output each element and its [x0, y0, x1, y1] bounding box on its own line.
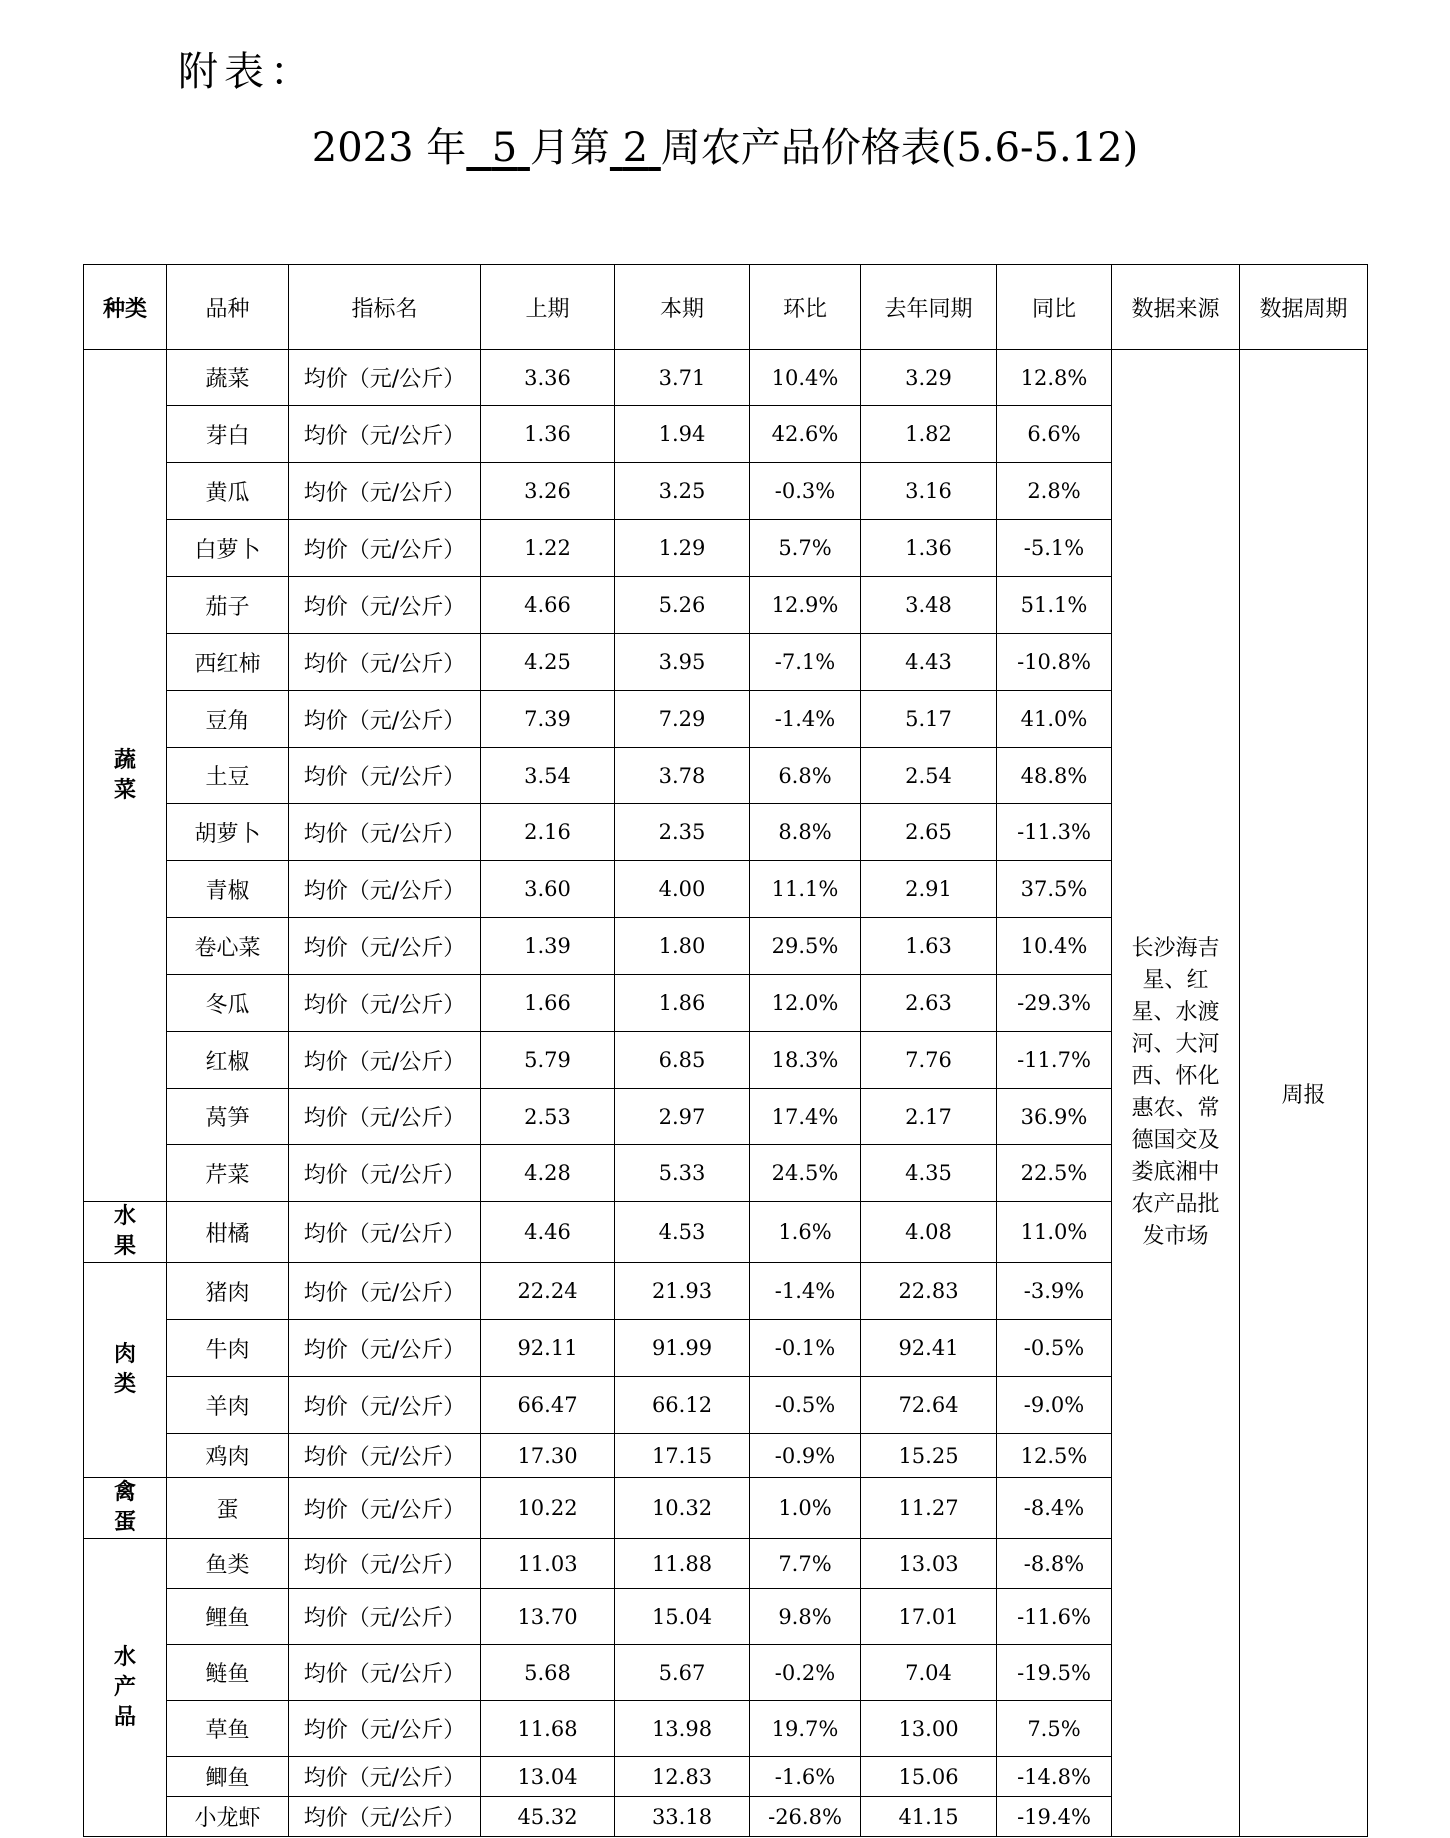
variety-cell: 柑橘	[167, 1202, 289, 1263]
header-period: 数据周期	[1240, 265, 1368, 350]
indicator-cell: 均价（元/公斤）	[289, 1263, 481, 1320]
variety-cell: 鱼类	[167, 1539, 289, 1589]
variety-cell: 芹菜	[167, 1145, 289, 1202]
indicator-cell: 均价（元/公斤）	[289, 1032, 481, 1089]
variety-cell: 冬瓜	[167, 975, 289, 1032]
header-current: 本期	[615, 265, 750, 350]
last-year-cell: 13.03	[861, 1539, 997, 1589]
indicator-cell: 均价（元/公斤）	[289, 406, 481, 463]
category-cell: 肉类	[84, 1263, 167, 1478]
yoy-cell: -8.4%	[997, 1478, 1112, 1539]
variety-cell: 卷心菜	[167, 918, 289, 975]
last-year-cell: 7.76	[861, 1032, 997, 1089]
previous-cell: 92.11	[481, 1320, 615, 1377]
title-rest: 周农产品价格表(5.6-5.12)	[660, 125, 1139, 171]
mom-cell: 1.0%	[750, 1478, 861, 1539]
yoy-cell: -29.3%	[997, 975, 1112, 1032]
current-cell: 3.71	[615, 350, 750, 406]
variety-cell: 小龙虾	[167, 1797, 289, 1837]
header-source: 数据来源	[1112, 265, 1240, 350]
indicator-cell: 均价（元/公斤）	[289, 918, 481, 975]
last-year-cell: 1.82	[861, 406, 997, 463]
variety-cell: 胡萝卜	[167, 804, 289, 861]
last-year-cell: 3.29	[861, 350, 997, 406]
previous-cell: 1.39	[481, 918, 615, 975]
title-month: 5	[491, 125, 518, 171]
variety-cell: 鸡肉	[167, 1434, 289, 1478]
mom-cell: -1.4%	[750, 691, 861, 748]
indicator-cell: 均价（元/公斤）	[289, 1757, 481, 1797]
mom-cell: 8.8%	[750, 804, 861, 861]
previous-cell: 11.03	[481, 1539, 615, 1589]
mom-cell: 12.0%	[750, 975, 861, 1032]
last-year-cell: 3.16	[861, 463, 997, 520]
last-year-cell: 2.63	[861, 975, 997, 1032]
title-year: 2023	[311, 125, 414, 171]
header-row	[84, 265, 1368, 350]
variety-cell: 鲫鱼	[167, 1757, 289, 1797]
indicator-cell: 均价（元/公斤）	[289, 463, 481, 520]
data-source-cell: 长沙海吉星、红星、水渡河、大河西、怀化惠农、常德国交及娄底湘中农产品批发市场	[1112, 350, 1240, 1837]
previous-cell: 3.60	[481, 861, 615, 918]
appendix-label: 附表：	[178, 49, 316, 95]
indicator-cell: 均价（元/公斤）	[289, 975, 481, 1032]
indicator-cell: 均价（元/公斤）	[289, 1589, 481, 1645]
mom-cell: -0.9%	[750, 1434, 861, 1478]
indicator-cell: 均价（元/公斤）	[289, 1377, 481, 1434]
last-year-cell: 3.48	[861, 577, 997, 634]
current-cell: 5.67	[615, 1645, 750, 1701]
yoy-cell: -5.1%	[997, 520, 1112, 577]
last-year-cell: 2.65	[861, 804, 997, 861]
price-table	[83, 264, 1368, 1837]
previous-cell: 1.22	[481, 520, 615, 577]
last-year-cell: 15.06	[861, 1757, 997, 1797]
indicator-cell: 均价（元/公斤）	[289, 1701, 481, 1757]
current-cell: 4.53	[615, 1202, 750, 1263]
yoy-cell: 2.8%	[997, 463, 1112, 520]
indicator-cell: 均价（元/公斤）	[289, 1478, 481, 1539]
mom-cell: 10.4%	[750, 350, 861, 406]
yoy-cell: -10.8%	[997, 634, 1112, 691]
category-cell: 禽蛋	[84, 1478, 167, 1539]
current-cell: 4.00	[615, 861, 750, 918]
variety-cell: 黄瓜	[167, 463, 289, 520]
variety-cell: 西红柿	[167, 634, 289, 691]
indicator-cell: 均价（元/公斤）	[289, 1434, 481, 1478]
indicator-cell: 均价（元/公斤）	[289, 1320, 481, 1377]
yoy-cell: -11.7%	[997, 1032, 1112, 1089]
previous-cell: 1.66	[481, 975, 615, 1032]
variety-cell: 鲤鱼	[167, 1589, 289, 1645]
last-year-cell: 1.36	[861, 520, 997, 577]
current-cell: 1.29	[615, 520, 750, 577]
current-cell: 7.29	[615, 691, 750, 748]
mom-cell: 1.6%	[750, 1202, 861, 1263]
mom-cell: 12.9%	[750, 577, 861, 634]
indicator-cell: 均价（元/公斤）	[289, 748, 481, 804]
last-year-cell: 22.83	[861, 1263, 997, 1320]
yoy-cell: 48.8%	[997, 748, 1112, 804]
mom-cell: 11.1%	[750, 861, 861, 918]
header-yoy: 同比	[997, 265, 1112, 350]
indicator-cell: 均价（元/公斤）	[289, 691, 481, 748]
previous-cell: 22.24	[481, 1263, 615, 1320]
mom-cell: -1.6%	[750, 1757, 861, 1797]
current-cell: 33.18	[615, 1797, 750, 1837]
last-year-cell: 92.41	[861, 1320, 997, 1377]
variety-cell: 芽白	[167, 406, 289, 463]
indicator-cell: 均价（元/公斤）	[289, 520, 481, 577]
previous-cell: 66.47	[481, 1377, 615, 1434]
yoy-cell: -19.4%	[997, 1797, 1112, 1837]
variety-cell: 蛋	[167, 1478, 289, 1539]
mom-cell: -26.8%	[750, 1797, 861, 1837]
previous-cell: 4.66	[481, 577, 615, 634]
variety-cell: 青椒	[167, 861, 289, 918]
previous-cell: 4.25	[481, 634, 615, 691]
last-year-cell: 17.01	[861, 1589, 997, 1645]
indicator-cell: 均价（元/公斤）	[289, 804, 481, 861]
previous-cell: 7.39	[481, 691, 615, 748]
yoy-cell: 41.0%	[997, 691, 1112, 748]
category-cell: 蔬菜	[84, 350, 167, 1202]
last-year-cell: 41.15	[861, 1797, 997, 1837]
current-cell: 6.85	[615, 1032, 750, 1089]
variety-cell: 茄子	[167, 577, 289, 634]
mom-cell: -1.4%	[750, 1263, 861, 1320]
yoy-cell: -8.8%	[997, 1539, 1112, 1589]
yoy-cell: -19.5%	[997, 1645, 1112, 1701]
yoy-cell: -14.8%	[997, 1757, 1112, 1797]
title-year-unit: 年	[426, 125, 467, 171]
current-cell: 2.97	[615, 1089, 750, 1145]
variety-cell: 鲢鱼	[167, 1645, 289, 1701]
current-cell: 1.86	[615, 975, 750, 1032]
previous-cell: 5.68	[481, 1645, 615, 1701]
mom-cell: -0.1%	[750, 1320, 861, 1377]
last-year-cell: 1.63	[861, 918, 997, 975]
previous-cell: 4.46	[481, 1202, 615, 1263]
variety-cell: 莴笋	[167, 1089, 289, 1145]
indicator-cell: 均价（元/公斤）	[289, 350, 481, 406]
yoy-cell: 10.4%	[997, 918, 1112, 975]
yoy-cell: 7.5%	[997, 1701, 1112, 1757]
mom-cell: -0.5%	[750, 1377, 861, 1434]
title-month-unit: 月第	[529, 125, 610, 171]
header-mom: 环比	[750, 265, 861, 350]
previous-cell: 13.04	[481, 1757, 615, 1797]
indicator-cell: 均价（元/公斤）	[289, 634, 481, 691]
title-week: 2	[622, 125, 649, 171]
current-cell: 3.78	[615, 748, 750, 804]
yoy-cell: -11.3%	[997, 804, 1112, 861]
yoy-cell: 51.1%	[997, 577, 1112, 634]
header-previous: 上期	[481, 265, 615, 350]
page-title	[0, 116, 1450, 173]
category-cell: 水果	[84, 1202, 167, 1263]
variety-cell: 草鱼	[167, 1701, 289, 1757]
current-cell: 1.80	[615, 918, 750, 975]
mom-cell: 9.8%	[750, 1589, 861, 1645]
variety-cell: 豆角	[167, 691, 289, 748]
yoy-cell: -11.6%	[997, 1589, 1112, 1645]
last-year-cell: 4.35	[861, 1145, 997, 1202]
indicator-cell: 均价（元/公斤）	[289, 1539, 481, 1589]
current-cell: 10.32	[615, 1478, 750, 1539]
previous-cell: 5.79	[481, 1032, 615, 1089]
last-year-cell: 72.64	[861, 1377, 997, 1434]
previous-cell: 3.54	[481, 748, 615, 804]
current-cell: 12.83	[615, 1757, 750, 1797]
current-cell: 17.15	[615, 1434, 750, 1478]
current-cell: 3.95	[615, 634, 750, 691]
yoy-cell: 11.0%	[997, 1202, 1112, 1263]
previous-cell: 13.70	[481, 1589, 615, 1645]
header-variety: 品种	[167, 265, 289, 350]
mom-cell: 6.8%	[750, 748, 861, 804]
yoy-cell: 37.5%	[997, 861, 1112, 918]
table-body	[84, 350, 1368, 1837]
previous-cell: 1.36	[481, 406, 615, 463]
indicator-cell: 均价（元/公斤）	[289, 1645, 481, 1701]
current-cell: 11.88	[615, 1539, 750, 1589]
mom-cell: 5.7%	[750, 520, 861, 577]
previous-cell: 3.36	[481, 350, 615, 406]
variety-cell: 牛肉	[167, 1320, 289, 1377]
variety-cell: 土豆	[167, 748, 289, 804]
previous-cell: 4.28	[481, 1145, 615, 1202]
variety-cell: 羊肉	[167, 1377, 289, 1434]
last-year-cell: 15.25	[861, 1434, 997, 1478]
mom-cell: 7.7%	[750, 1539, 861, 1589]
category-cell: 水产品	[84, 1539, 167, 1837]
yoy-cell: -3.9%	[997, 1263, 1112, 1320]
indicator-cell: 均价（元/公斤）	[289, 1797, 481, 1837]
previous-cell: 2.53	[481, 1089, 615, 1145]
current-cell: 5.26	[615, 577, 750, 634]
data-period-cell: 周报	[1240, 350, 1368, 1837]
current-cell: 5.33	[615, 1145, 750, 1202]
indicator-cell: 均价（元/公斤）	[289, 861, 481, 918]
last-year-cell: 11.27	[861, 1478, 997, 1539]
indicator-cell: 均价（元/公斤）	[289, 1202, 481, 1263]
last-year-cell: 5.17	[861, 691, 997, 748]
last-year-cell: 7.04	[861, 1645, 997, 1701]
mom-cell: 17.4%	[750, 1089, 861, 1145]
last-year-cell: 13.00	[861, 1701, 997, 1757]
yoy-cell: -0.5%	[997, 1320, 1112, 1377]
mom-cell: 18.3%	[750, 1032, 861, 1089]
header-last-year: 去年同期	[861, 265, 997, 350]
previous-cell: 11.68	[481, 1701, 615, 1757]
header-category: 种类	[84, 265, 167, 350]
indicator-cell: 均价（元/公斤）	[289, 577, 481, 634]
current-cell: 1.94	[615, 406, 750, 463]
current-cell: 15.04	[615, 1589, 750, 1645]
variety-cell: 白萝卜	[167, 520, 289, 577]
previous-cell: 3.26	[481, 463, 615, 520]
indicator-cell: 均价（元/公斤）	[289, 1145, 481, 1202]
current-cell: 66.12	[615, 1377, 750, 1434]
table-row	[84, 350, 1368, 406]
variety-cell: 蔬菜	[167, 350, 289, 406]
previous-cell: 10.22	[481, 1478, 615, 1539]
mom-cell: 42.6%	[750, 406, 861, 463]
mom-cell: -0.2%	[750, 1645, 861, 1701]
yoy-cell: 6.6%	[997, 406, 1112, 463]
yoy-cell: 22.5%	[997, 1145, 1112, 1202]
current-cell: 13.98	[615, 1701, 750, 1757]
last-year-cell: 2.17	[861, 1089, 997, 1145]
yoy-cell: 12.5%	[997, 1434, 1112, 1478]
yoy-cell: 12.8%	[997, 350, 1112, 406]
last-year-cell: 4.08	[861, 1202, 997, 1263]
mom-cell: 29.5%	[750, 918, 861, 975]
current-cell: 3.25	[615, 463, 750, 520]
last-year-cell: 2.91	[861, 861, 997, 918]
current-cell: 2.35	[615, 804, 750, 861]
last-year-cell: 2.54	[861, 748, 997, 804]
current-cell: 91.99	[615, 1320, 750, 1377]
mom-cell: 24.5%	[750, 1145, 861, 1202]
previous-cell: 2.16	[481, 804, 615, 861]
header-indicator: 指标名	[289, 265, 481, 350]
variety-cell: 猪肉	[167, 1263, 289, 1320]
previous-cell: 45.32	[481, 1797, 615, 1837]
indicator-cell: 均价（元/公斤）	[289, 1089, 481, 1145]
yoy-cell: -9.0%	[997, 1377, 1112, 1434]
variety-cell: 红椒	[167, 1032, 289, 1089]
last-year-cell: 4.43	[861, 634, 997, 691]
current-cell: 21.93	[615, 1263, 750, 1320]
yoy-cell: 36.9%	[997, 1089, 1112, 1145]
mom-cell: -0.3%	[750, 463, 861, 520]
previous-cell: 17.30	[481, 1434, 615, 1478]
mom-cell: 19.7%	[750, 1701, 861, 1757]
mom-cell: -7.1%	[750, 634, 861, 691]
